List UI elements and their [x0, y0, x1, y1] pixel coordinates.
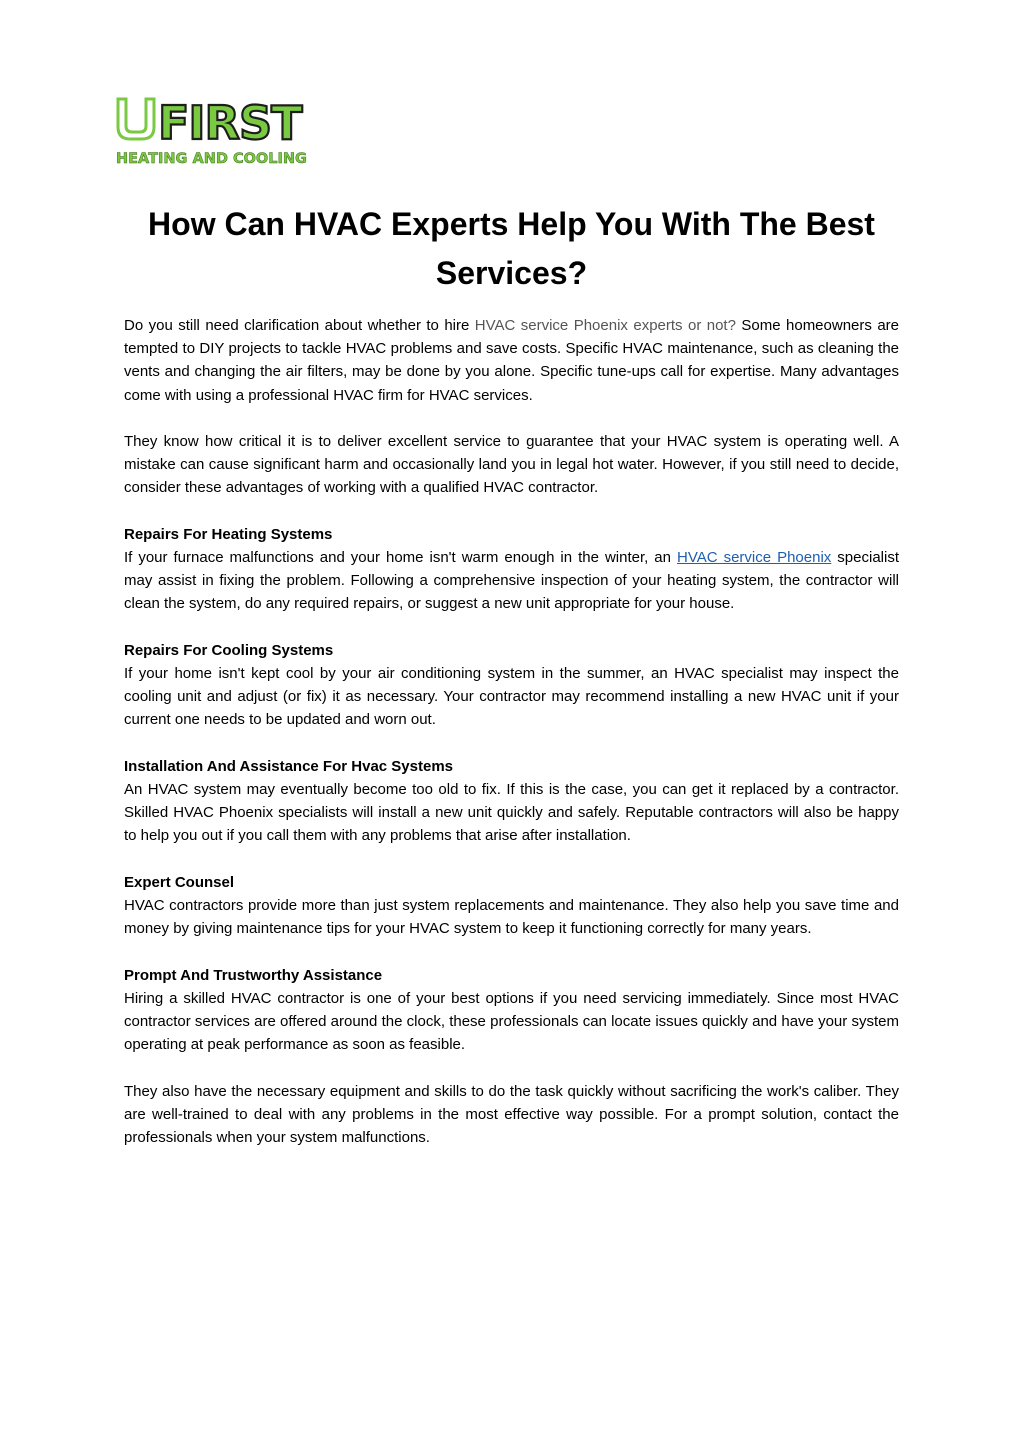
- logo-u-shape: [118, 99, 154, 139]
- section-heating: [124, 523, 899, 616]
- hvac-service-phoenix-link[interactable]: HVAC service Phoenix: [677, 549, 832, 566]
- intro-text-start: Do you still need clarification about whether to hire: [124, 317, 475, 334]
- logo-tagline: HEATING AND COOLING: [116, 151, 307, 167]
- section-counsel: [124, 871, 899, 941]
- section-prompt: [124, 964, 899, 1057]
- ufirst-logo-graphic: [114, 95, 354, 170]
- logo-wordmark: FIRST: [158, 96, 302, 150]
- section-heading-cooling: Repairs For Cooling Systems: [124, 641, 334, 659]
- intro-paragraph-1: [124, 314, 899, 407]
- company-logo: [114, 95, 354, 170]
- section-text-counsel: HVAC contractors provide more than just system replacements and maintenance. They also help you save time and money by giving maintenance tips for your HVAC system to keep it functioning correctly for many years.: [124, 897, 899, 938]
- page-title: How Can HVAC Experts Help You With The Best Services?: [148, 206, 875, 291]
- section-text-installation: An HVAC system may eventually become too old to fix. If this is the case, you can get it replaced by a contractor. Skilled HVAC Phoenix specialists will install a new unit quickly and safely. Reputable contractors will also be happy to help you out if you call them with any problems that arise after installation.: [124, 781, 899, 845]
- section-text-prompt: Hiring a skilled HVAC contractor is one of your best options if you need servicing immediately. Since most HVAC contractor services are offered around the clock, these professionals can locate issues quickly and have your system operating at peak performance as soon as feasible.: [124, 989, 899, 1054]
- intro-text-end: Some homeowners are tempted to DIY projects to tackle HVAC problems and save costs. Specific HVAC maintenance, such as cleaning the vents and changing the air filters, may be done by you alone. Specific tune-ups call for expertise. Many advantages come with using a professional HVAC firm for HVAC services.: [124, 317, 899, 404]
- section-cooling: [124, 639, 899, 732]
- intro-paragraph-2: They know how critical it is to deliver excellent service to guarantee that your HVAC system is operating well. A mistake can cause significant harm and occasionally land you in legal hot water. However, if you still need to decide, consider these advantages of working with a qualified HVAC contractor.: [124, 433, 899, 497]
- section-heading-prompt: Prompt And Trustworthy Assistance: [124, 966, 383, 984]
- section-heading-heating: Repairs For Heating Systems: [124, 525, 333, 543]
- section-heading-installation: Installation And Assistance For Hvac Systems: [124, 757, 453, 775]
- section-heading-counsel: Expert Counsel: [124, 873, 235, 891]
- article-body: [124, 314, 899, 1172]
- closing-paragraph: They also have the necessary equipment and skills to do the task quickly without sacrificing the work's caliber. They are well-trained to deal with any problems in the most effective way possible. For a prompt solution, contact the professionals when your system malfunctions.: [124, 1082, 899, 1146]
- section-text-heating-start: If your furnace malfunctions and your home isn't warm enough in the winter, an: [124, 549, 677, 566]
- intro-highlight-text: HVAC service Phoenix experts or not?: [474, 317, 736, 334]
- section-installation: [124, 755, 899, 848]
- section-text-cooling: If your home isn't kept cool by your air conditioning system in the summer, an HVAC specialist may inspect the cooling unit and adjust (or fix) it as necessary. Your contractor may recommend installing a new HVAC unit if your current one needs to be updated and worn out.: [124, 665, 899, 729]
- section-text-heating-end: specialist may assist in fixing the problem. Following a comprehensive inspection of your heating system, the contractor will clean the system, do any required repairs, or suggest a new unit appropriate for your house.: [124, 549, 899, 613]
